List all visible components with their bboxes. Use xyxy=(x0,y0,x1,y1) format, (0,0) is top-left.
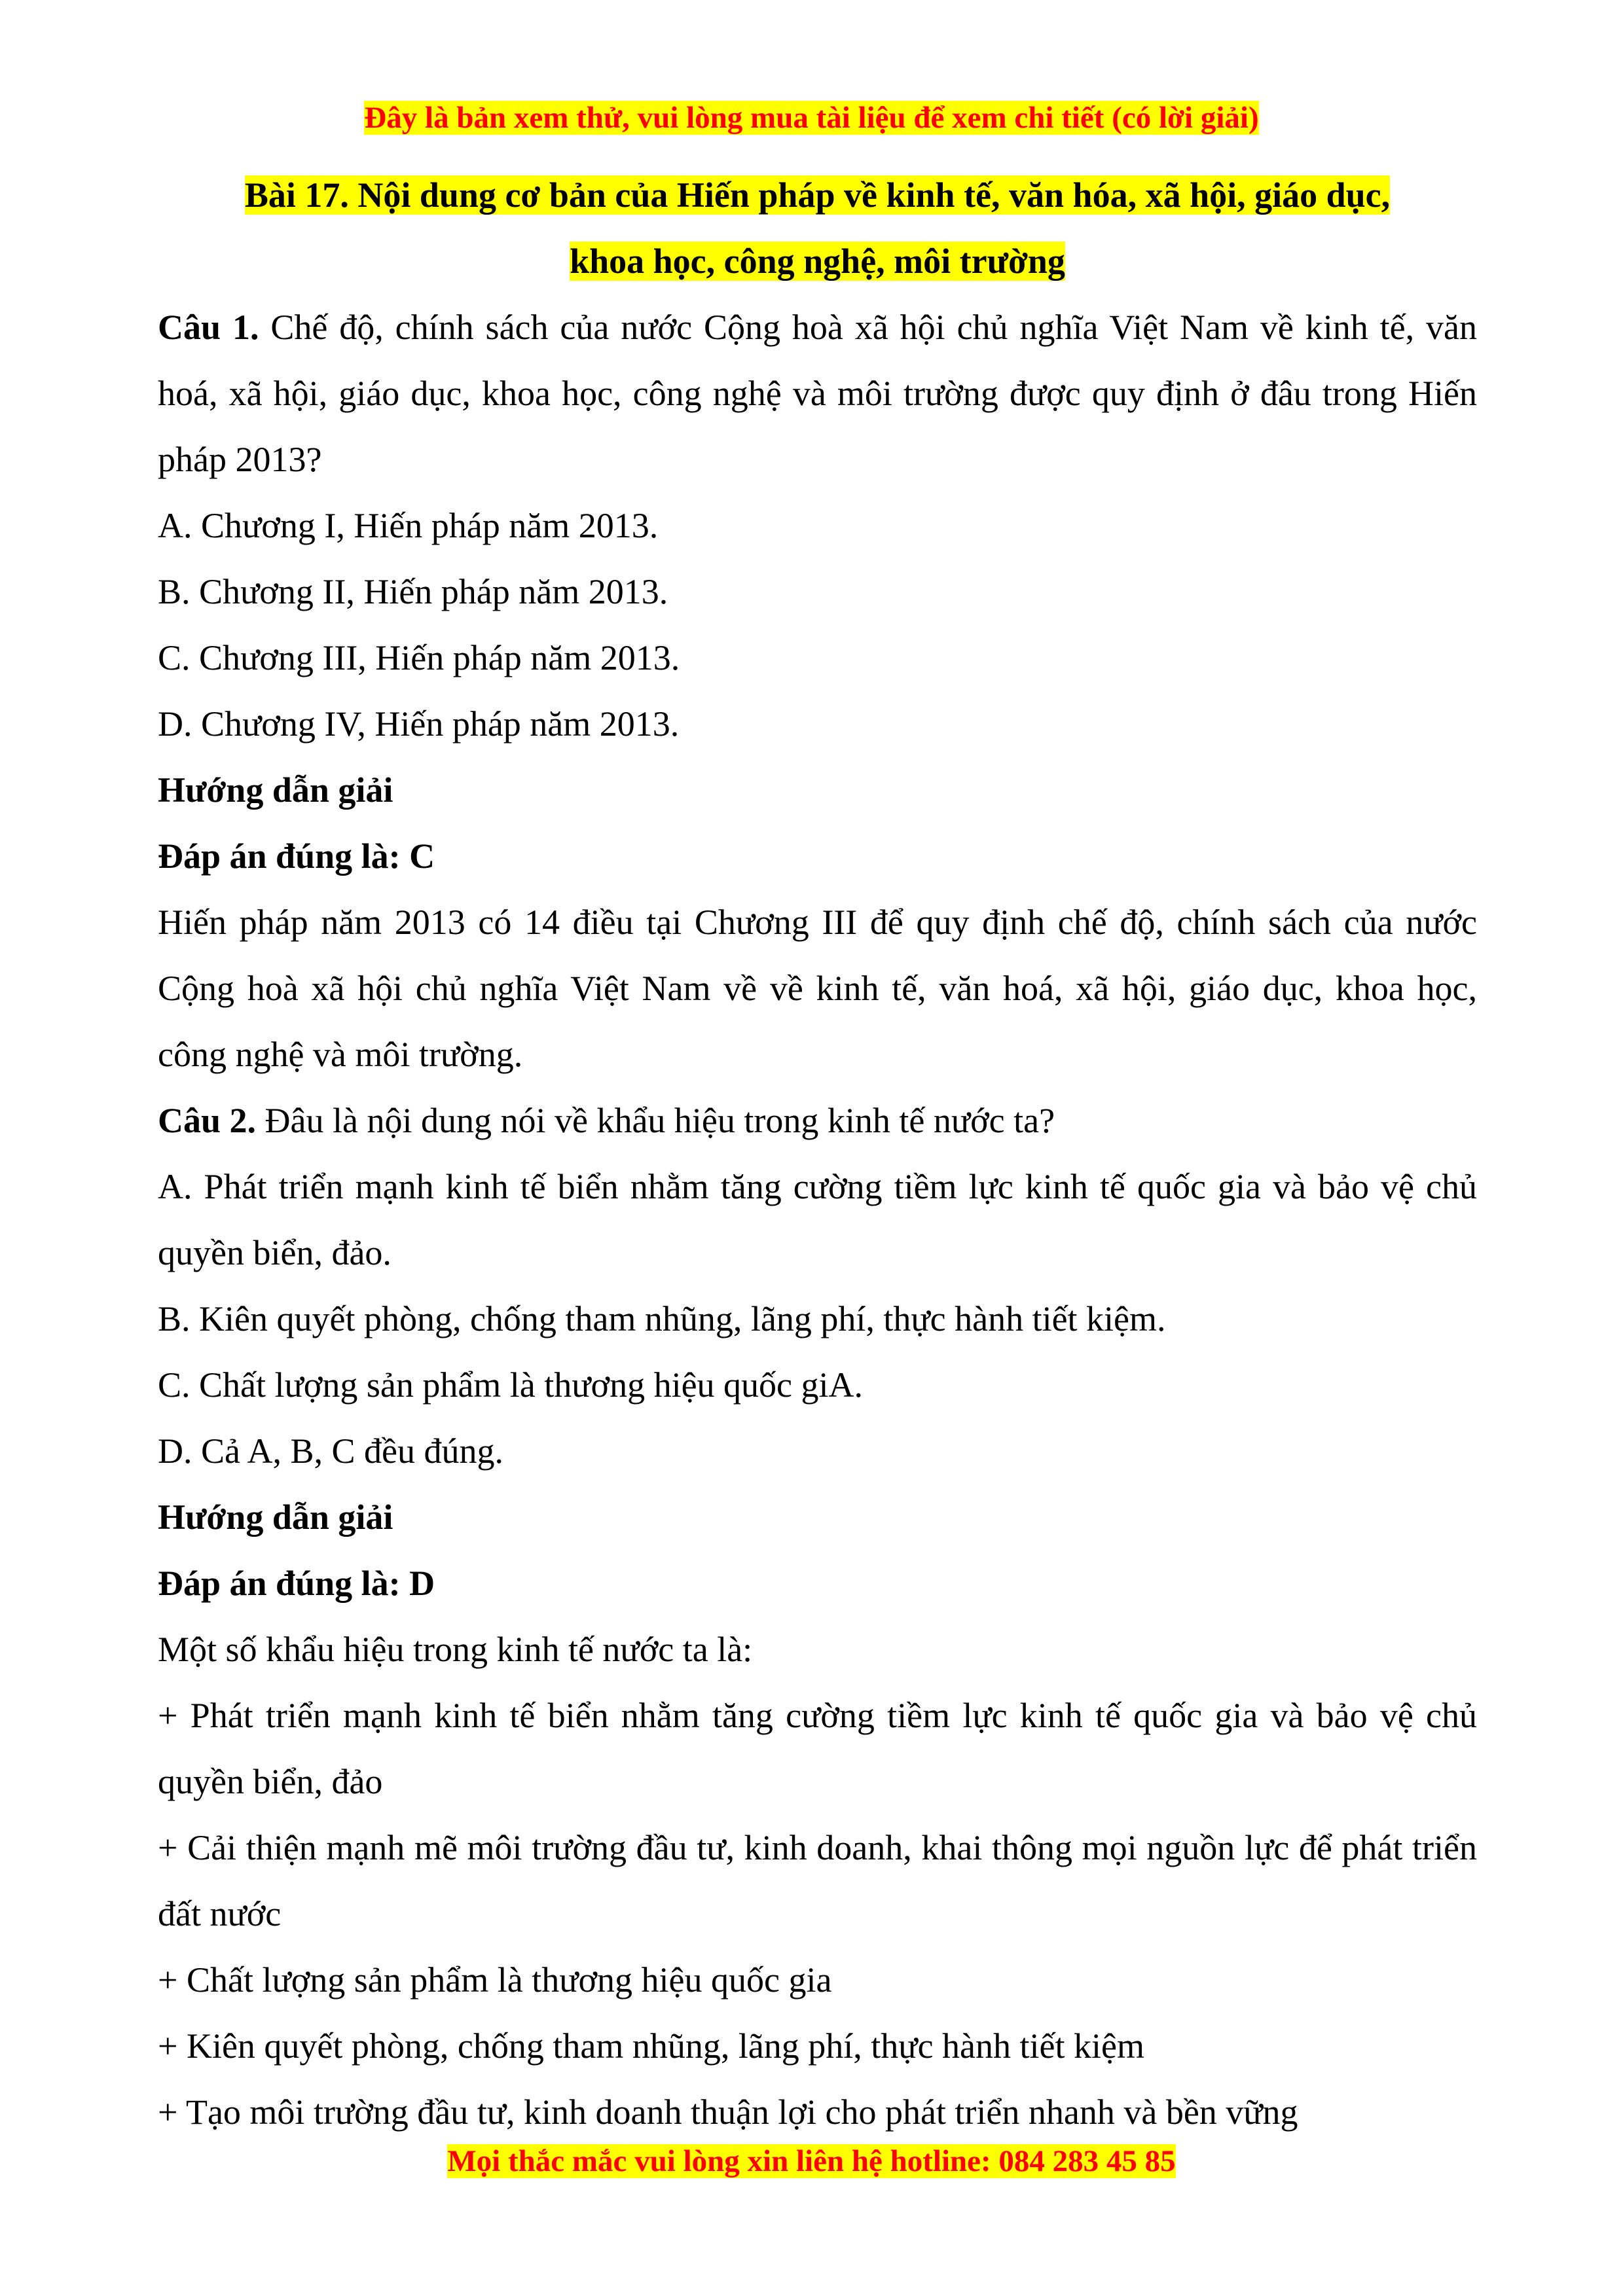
preview-notice-text: Đây là bản xem thử, vui lòng mua tài liệu để xem chi tiết (có lời giải) xyxy=(364,101,1259,135)
lesson-title-line-1: Bài 17. Nội dung cơ bản của Hiến pháp về kinh tế, văn hóa, xã hội, giáo dục, xyxy=(244,175,1391,215)
hotline-banner xyxy=(0,2128,1623,2195)
option-c: C. Chương III, Hiến pháp năm 2013. xyxy=(158,638,680,677)
guide-heading xyxy=(158,1484,1477,1551)
option-a: A. Phát triển mạnh kinh tế biển nhằm tăng cường tiềm lực kinh tế quốc gia và bảo vệ chủ quyền biển, đảo. xyxy=(158,1167,1477,1272)
option-d: D. Chương IV, Hiến pháp năm 2013. xyxy=(158,704,680,744)
lesson-title-line-2: khoa học, công nghệ, môi trường xyxy=(570,242,1065,281)
bullet-item: + Phát triển mạnh kinh tế biển nhằm tăng cường tiềm lực kinh tế quốc gia và bảo vệ chủ quyền biển, đảo xyxy=(158,1696,1477,1801)
answer-text: Đáp án đúng là: D xyxy=(158,1564,435,1603)
preview-notice-banner xyxy=(0,85,1623,151)
option-c: C. Chất lượng sản phẩm là thương hiệu quốc giA. xyxy=(158,1365,864,1405)
question-2 xyxy=(158,1088,1477,1154)
hotline-text: Mọi thắc mắc vui lòng xin liên hệ hotline: 084 283 45 85 xyxy=(447,2144,1176,2178)
question-label: Câu 2. xyxy=(158,1101,257,1140)
answer-text: Đáp án đúng là: C xyxy=(158,836,435,876)
answer xyxy=(158,1551,1477,1617)
lesson-title-row-2 xyxy=(158,228,1477,295)
guide-heading-text: Hướng dẫn giải xyxy=(158,770,393,810)
bullet-item: + Kiên quyết phòng, chống tham nhũng, lãng phí, thực hành tiết kiệm xyxy=(158,2026,1144,2066)
option-d: D. Cả A, B, C đều đúng. xyxy=(158,1431,504,1471)
question-text: Chế độ, chính sách của nước Cộng hoà xã hội chủ nghĩa Việt Nam về kinh tế, văn hoá, xã hội, giáo dục, khoa học, công nghệ và môi trường được quy định ở đâu trong Hiến pháp 2013? xyxy=(158,308,1478,479)
bullet-item: + Tạo môi trường đầu tư, kinh doanh thuận lợi cho phát triển nhanh và bền vững xyxy=(158,2092,1298,2132)
option-a: A. Chương I, Hiến pháp năm 2013. xyxy=(158,506,659,545)
explanation: Hiến pháp năm 2013 có 14 điều tại Chương III để quy định chế độ, chính sách của nước Cộng hoà xã hội chủ nghĩa Việt Nam về về kinh tế, văn hoá, xã hội, giáo dục, khoa học, công nghệ và môi trường. xyxy=(158,903,1477,1074)
question-text: Đâu là nội dung nói về khẩu hiệu trong kinh tế nước ta? xyxy=(256,1101,1055,1140)
lesson-title xyxy=(158,162,1477,228)
option-b: B. Kiên quyết phòng, chống tham nhũng, lãng phí, thực hành tiết kiệm. xyxy=(158,1299,1166,1338)
explanation-intro: Một số khẩu hiệu trong kinh tế nước ta là: xyxy=(158,1630,753,1669)
answer xyxy=(158,823,1477,889)
option-b: B. Chương II, Hiến pháp năm 2013. xyxy=(158,572,668,611)
question-1 xyxy=(158,295,1477,493)
question-label: Câu 1. xyxy=(158,308,259,347)
document-body xyxy=(158,162,1477,2145)
guide-heading xyxy=(158,757,1477,823)
bullet-item: + Chất lượng sản phẩm là thương hiệu quốc gia xyxy=(158,1960,832,2000)
bullet-item: + Cải thiện mạnh mẽ môi trường đầu tư, kinh doanh, khai thông mọi nguồn lực để phát triển đất nước xyxy=(158,1828,1477,1933)
guide-heading-text: Hướng dẫn giải xyxy=(158,1498,393,1537)
